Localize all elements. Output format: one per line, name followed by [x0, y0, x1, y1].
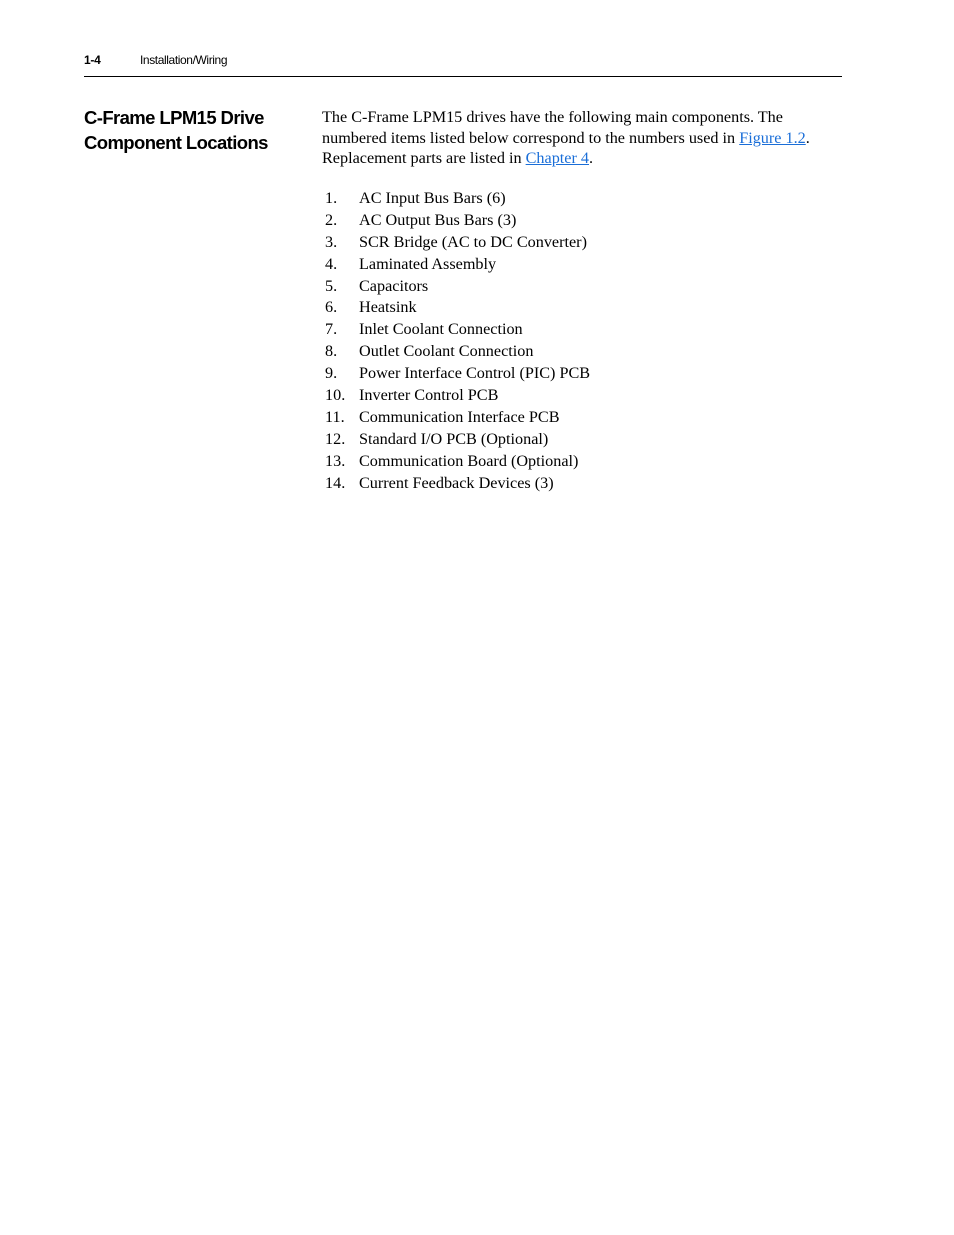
list-item-label: Standard I/O PCB (Optional) [359, 429, 549, 448]
section-heading-line-2: Component Locations [84, 131, 268, 153]
list-item-label: Power Interface Control (PIC) PCB [359, 364, 591, 383]
list-item-number: 10. [325, 386, 346, 405]
list-item-label: Laminated Assembly [359, 254, 497, 273]
list-item-label: Current Feedback Devices (3) [359, 473, 554, 492]
intro-line-3-end: . [589, 149, 594, 168]
list-item-number: 12. [325, 429, 346, 448]
list-item-label: Communication Interface PCB [359, 407, 560, 426]
list-item-number: 3. [325, 232, 338, 251]
section-heading [84, 106, 304, 155]
page-number: 1-4 [84, 53, 101, 67]
list-item-label: Communication Board (Optional) [359, 451, 579, 470]
page-header [84, 52, 842, 77]
figure-link[interactable]: Figure 1.2 [739, 128, 806, 147]
running-head: Installation/Wiring [140, 53, 228, 67]
list-item-number: 1. [325, 189, 338, 207]
list-item-label: Inverter Control PCB [359, 386, 499, 405]
intro-line-1: The C-Frame LPM15 drives have the following main components. The [322, 108, 783, 126]
list-item-label: AC Input Bus Bars (6) [359, 189, 506, 207]
list-item-number: 9. [325, 364, 338, 383]
list-item-label: Capacitors [359, 276, 429, 295]
list-item-number: 14. [325, 473, 346, 492]
chapter-link[interactable]: Chapter 4 [525, 149, 590, 168]
list-item-label: Inlet Coolant Connection [359, 320, 523, 339]
list-item-label: AC Output Bus Bars (3) [359, 210, 517, 229]
intro-paragraph [322, 107, 852, 169]
list-item-number: 8. [325, 342, 338, 361]
list-item-label: Heatsink [359, 298, 417, 317]
section-heading-line-1: C-Frame LPM15 Drive [84, 107, 264, 128]
intro-line-2 [322, 128, 852, 149]
list-item-number: 13. [325, 451, 346, 470]
intro-line-2-text: numbered items listed below correspond to the numbers used in [322, 128, 740, 147]
list-item-label: Outlet Coolant Connection [359, 342, 534, 361]
list-item-number: 6. [325, 298, 338, 317]
list-item-number: 5. [325, 276, 338, 295]
list-item-label: SCR Bridge (AC to DC Converter) [359, 232, 587, 251]
intro-line-2-end: . [805, 128, 810, 147]
intro-line-3 [322, 148, 852, 169]
list-item-number: 2. [325, 210, 338, 229]
list-item-number: 7. [325, 320, 338, 339]
intro-line-3-text: Replacement parts are listed in [322, 149, 526, 168]
list-item-number: 11. [325, 407, 345, 426]
list-item-number: 4. [325, 254, 338, 273]
